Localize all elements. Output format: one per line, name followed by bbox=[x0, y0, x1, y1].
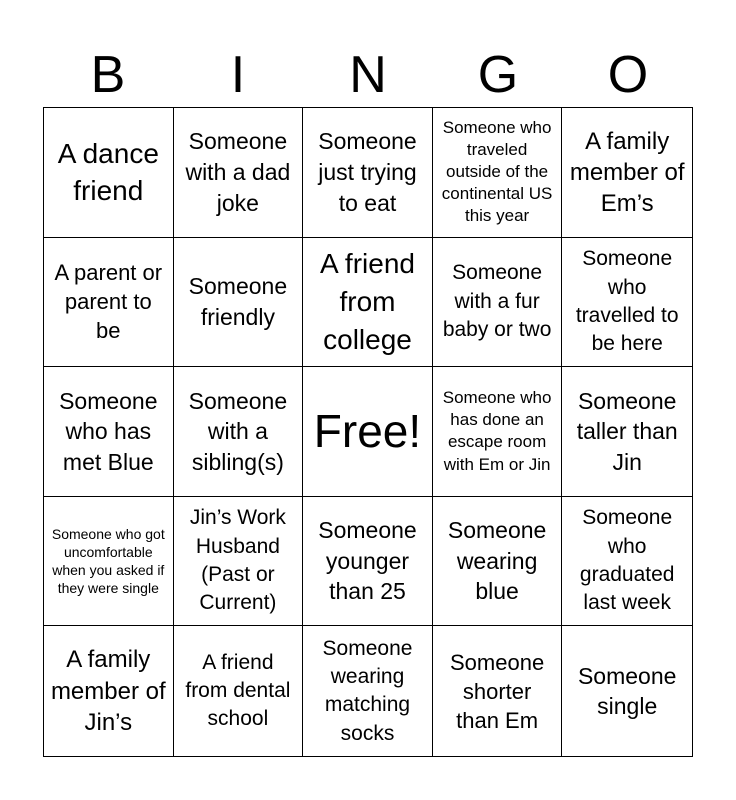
bingo-cell-r5-c2[interactable] bbox=[174, 626, 304, 756]
bingo-cell-r4-c3[interactable] bbox=[303, 497, 433, 627]
bingo-cell-r1-c4[interactable] bbox=[433, 108, 563, 238]
cell-label: Someone younger than 25 bbox=[318, 517, 417, 605]
cell-label: A friend from college bbox=[320, 248, 415, 355]
cell-label: Someone who has met Blue bbox=[59, 387, 158, 475]
bingo-cell-r2-c2[interactable] bbox=[174, 238, 304, 368]
cell-label: Someone friendly bbox=[188, 273, 288, 330]
cell-label: A family member of Em’s bbox=[569, 127, 685, 217]
bingo-cell-r2-c1[interactable] bbox=[44, 238, 174, 368]
cell-label: Jin’s Work Husband (Past or Current) bbox=[189, 506, 286, 615]
bingo-cell-r2-c5[interactable] bbox=[562, 238, 692, 368]
cell-label: Someone taller than Jin bbox=[576, 387, 678, 475]
cell-label: Someone wearing matching socks bbox=[322, 636, 413, 745]
cell-label: Someone who has done an escape room with Em or Jin bbox=[442, 388, 552, 474]
header-letter-i: I bbox=[230, 46, 246, 104]
bingo-cell-r4-c5[interactable] bbox=[562, 497, 692, 627]
header-letter-n: N bbox=[349, 46, 387, 104]
cell-label: Someone shorter than Em bbox=[450, 649, 545, 733]
bingo-cell-r1-c5[interactable] bbox=[562, 108, 692, 238]
bingo-cell-r3-c2[interactable] bbox=[174, 367, 304, 497]
cell-label: Someone who graduated last week bbox=[579, 506, 675, 615]
cell-label: Someone with a dad joke bbox=[185, 128, 291, 216]
bingo-cell-r1-c3[interactable] bbox=[303, 108, 433, 238]
bingo-cell-r4-c2[interactable] bbox=[174, 497, 304, 627]
cell-label: Someone who travelled to be here bbox=[575, 247, 679, 356]
bingo-cell-r1-c2[interactable] bbox=[174, 108, 304, 238]
bingo-cell-r3-c1[interactable] bbox=[44, 367, 174, 497]
bingo-cell-r3-c5[interactable] bbox=[562, 367, 692, 497]
header-letter-b: B bbox=[90, 46, 126, 104]
bingo-cell-r4-c4[interactable] bbox=[433, 497, 563, 627]
cell-label: Someone single bbox=[577, 662, 677, 720]
cell-label: Someone just trying to eat bbox=[318, 128, 417, 216]
cell-label: A friend from dental school bbox=[185, 650, 291, 731]
bingo-header bbox=[43, 46, 693, 104]
cell-label: A parent or parent to be bbox=[54, 260, 163, 344]
header-letter-g: G bbox=[477, 46, 519, 104]
bingo-cell-r5-c1[interactable] bbox=[44, 626, 174, 756]
bingo-cell-free[interactable] bbox=[303, 367, 433, 497]
cell-label: Someone with a fur baby or two bbox=[442, 261, 552, 342]
header-letter-o: O bbox=[607, 46, 649, 104]
free-space-label: Free! bbox=[313, 405, 422, 458]
cell-label: Someone who got uncomfortable when you asked if they were single bbox=[51, 525, 165, 597]
bingo-cell-r5-c4[interactable] bbox=[433, 626, 563, 756]
bingo-cell-r4-c1[interactable] bbox=[44, 497, 174, 627]
cell-label: Someone who traveled outside of the continental US this year bbox=[441, 118, 553, 226]
cell-label: Someone with a sibling(s) bbox=[188, 387, 288, 475]
bingo-cell-r2-c3[interactable] bbox=[303, 238, 433, 368]
bingo-cell-r3-c4[interactable] bbox=[433, 367, 563, 497]
bingo-cell-r1-c1[interactable] bbox=[44, 108, 174, 238]
cell-label: Someone wearing blue bbox=[447, 517, 547, 605]
cell-label: A dance friend bbox=[57, 137, 159, 207]
cell-label: A family member of Jin’s bbox=[50, 646, 166, 736]
bingo-cell-r2-c4[interactable] bbox=[433, 238, 563, 368]
bingo-cell-r5-c5[interactable] bbox=[562, 626, 692, 756]
bingo-board bbox=[43, 107, 693, 757]
bingo-cell-r5-c3[interactable] bbox=[303, 626, 433, 756]
